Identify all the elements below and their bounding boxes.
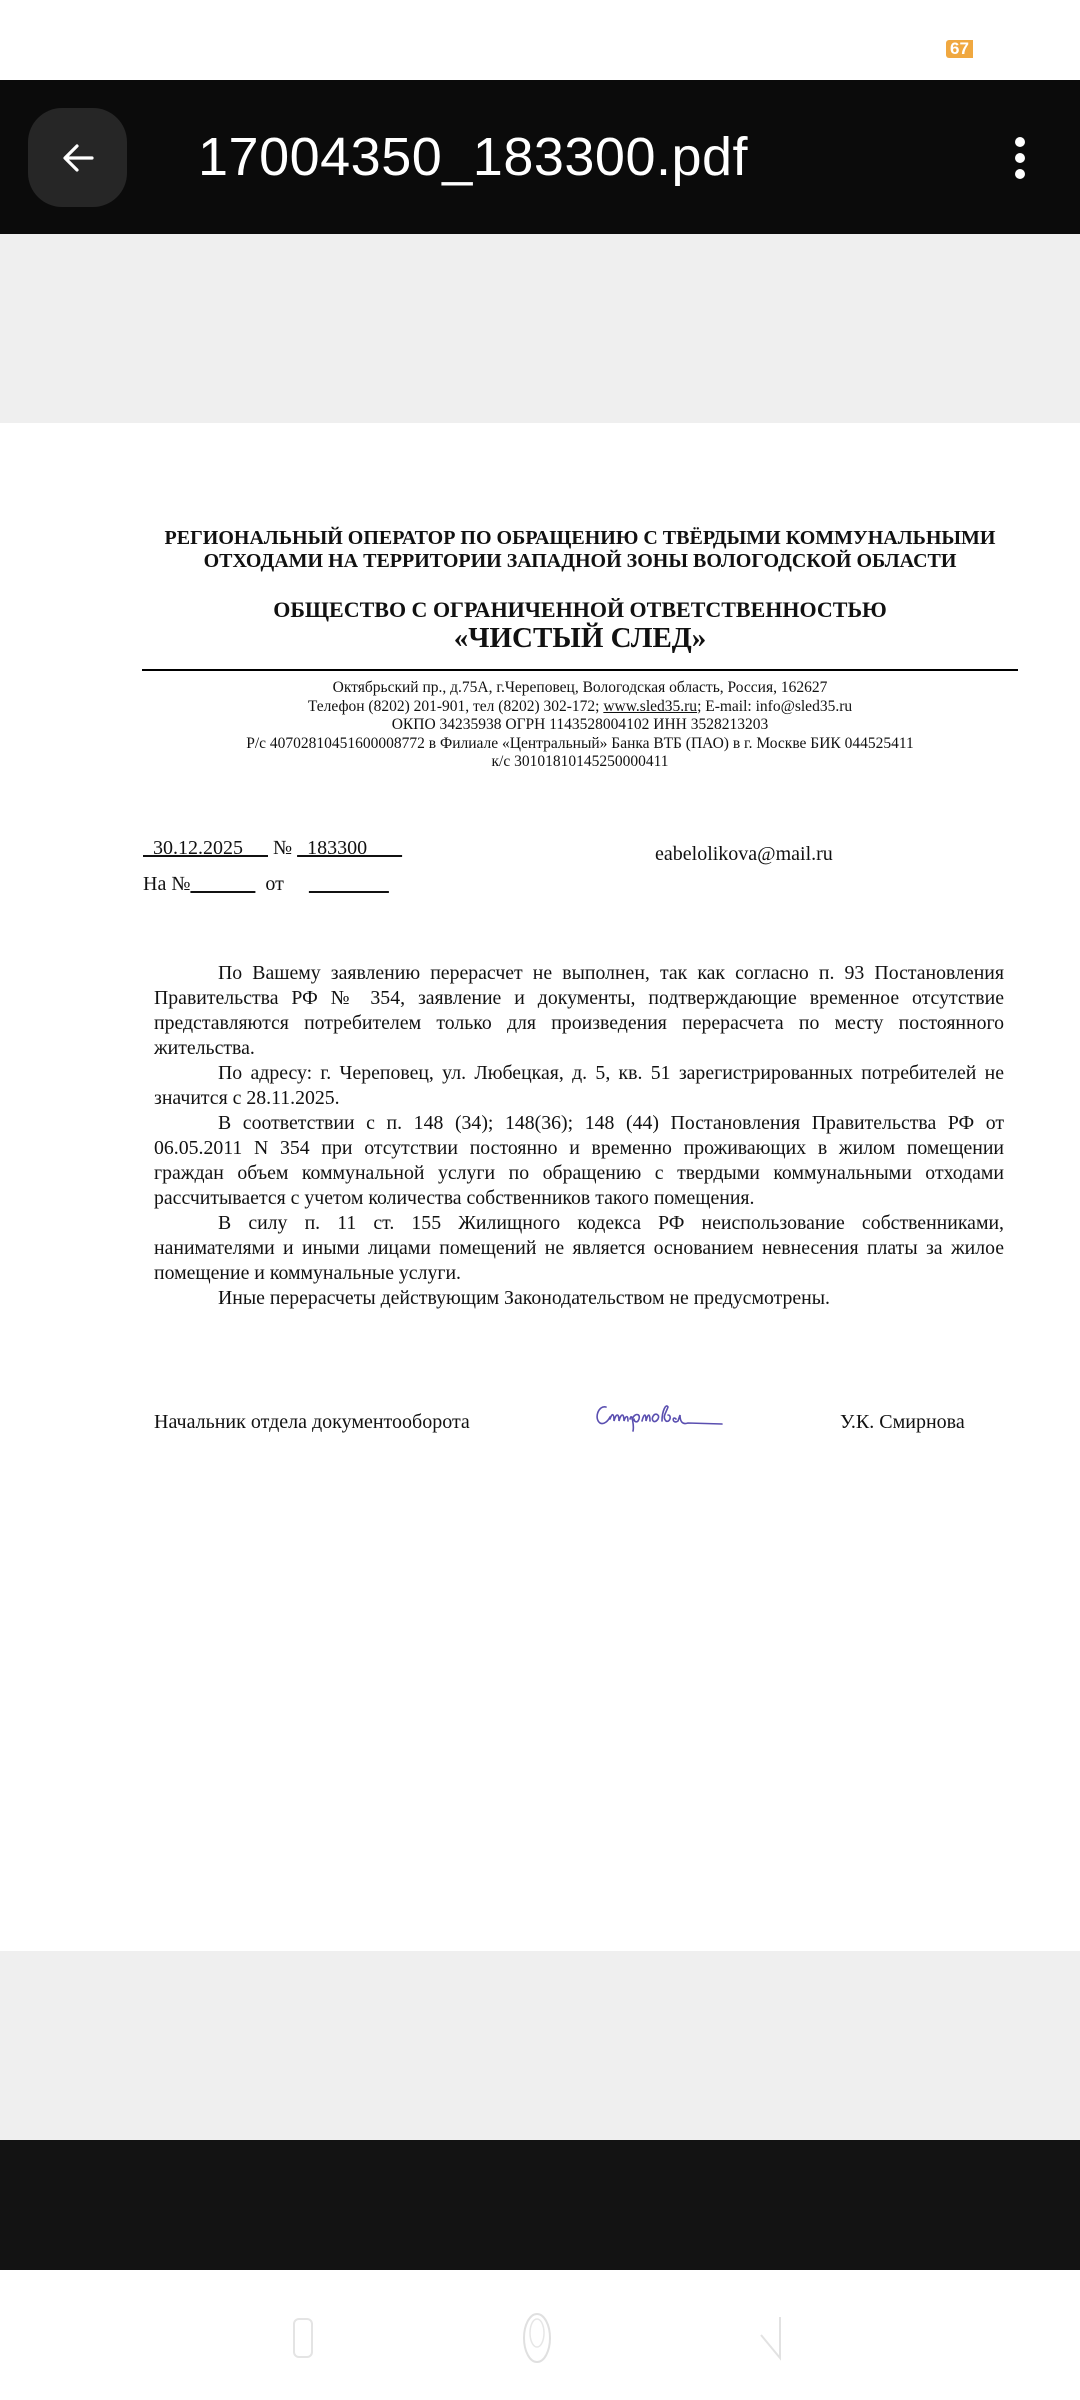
system-back-button[interactable] (740, 2310, 800, 2366)
requisites (142, 679, 1018, 772)
recipient-email: eabelolikova@mail.ru (655, 843, 833, 865)
battery-indicator: 67 (946, 40, 973, 58)
letter-reference (143, 866, 402, 902)
more-vertical-icon-dot (1015, 153, 1025, 163)
ref-label: На № (143, 873, 191, 895)
triangle-back-icon (758, 2313, 782, 2363)
more-vertical-icon (1015, 137, 1025, 147)
more-vertical-icon-dot (1015, 169, 1025, 179)
letterhead-divider (142, 669, 1018, 671)
org-type: ОБЩЕСТВО С ОГРАНИЧЕННОЙ ОТВЕТСТВЕННОСТЬЮ (273, 597, 887, 622)
website-link[interactable]: www.sled35.ru (603, 697, 698, 715)
letter-date: 30.12.2025 (143, 837, 268, 859)
body-paragraph: В силу п. 11 ст. 155 Жилищного кодекса РФ неиспользование собственниками, нанимателями и иными лицами помещений не является основанием невнесения платы за жилое помещение и коммунальные услуги. (154, 1212, 1004, 1284)
status-bar (0, 0, 1080, 80)
bottom-toolbar (0, 2140, 1080, 2270)
handwritten-signature (592, 1397, 732, 1433)
letter-date-number (143, 830, 402, 866)
top-app-bar (0, 80, 1080, 234)
pdf-viewer[interactable] (0, 234, 1080, 2140)
recents-button[interactable] (273, 2310, 333, 2366)
square-icon (291, 2316, 315, 2360)
letter-meta (143, 830, 402, 902)
letterhead-line-2: ОТХОДАМИ НА ТЕРРИТОРИИ ЗАПАДНОЙ ЗОНЫ ВОЛОГОДСКОЙ ОБЛАСТИ (203, 550, 957, 572)
signer-position: Начальник отдела документооборота (154, 1411, 470, 1433)
back-button[interactable] (28, 108, 127, 207)
requisites-address: Октябрьский пр., д.75А, г.Череповец, Вологодская область, Россия, 162627 (332, 679, 828, 696)
body-paragraph: Иные перерасчеты действующим Законодательством не предусмотрены. (218, 1287, 830, 1309)
letterhead-operator (142, 527, 1018, 573)
from-label: от (265, 873, 284, 895)
document-title: 17004350_183300.pdf (198, 127, 749, 187)
body-paragraph: По Вашему заявлению перерасчет не выполнен, так как согласно п. 93 Постановления Правительства РФ № 354, заявление и документы, подтверждающие временное отсутствие представляются потребителем только для произведения перерасчета по месту постоянного жительства. (154, 962, 1004, 1059)
more-options-button[interactable] (990, 110, 1050, 206)
home-button[interactable] (507, 2310, 567, 2366)
requisites-codes: ОКПО 34235938 ОГРН 1143528004102 ИНН 3528213203 (391, 716, 769, 733)
body-paragraph: В соответствии с п. 148 (34); 148(36); 148 (44) Постановления Правительства РФ от 06.05.2011 N 354 при отсутствии постоянно и временно проживающих в жилом помещении граждан объем коммунальной услуги по обращению с твердыми коммунальными отходами рассчитывается с учетом количества собственников такого помещения. (154, 1112, 1004, 1209)
pdf-page (0, 423, 1080, 1951)
from-blank (309, 873, 389, 895)
body-paragraph: По адресу: г. Череповец, ул. Любецкая, д. 5, кв. 51 зарегистрированных потребителей не значится с 28.11.2025. (154, 1062, 1004, 1109)
ref-blank (190, 873, 255, 895)
arrow-left-icon (58, 138, 98, 178)
letter-number: 183300 (297, 837, 403, 859)
requisites-contacts: Телефон (8202) 201-901, тел (8202) 302-172; www.sled35.ru; E-mail: info@sled35.ru (307, 697, 853, 715)
signer-name: У.К. Смирнова (840, 1411, 965, 1433)
requisites-bank: Р/с 40702810451600008772 в Филиале «Центральный» Банка ВТБ (ПАО) в г. Москве БИК 044525411 (246, 734, 914, 752)
org-name: «ЧИСТЫЙ СЛЕД» (453, 622, 707, 654)
number-label: № (273, 837, 293, 859)
letter-body (154, 961, 1004, 1311)
system-navigation-bar (0, 2270, 1080, 2400)
requisites-corr-account: к/с 30101810145250000411 (491, 753, 669, 770)
signature-block (154, 1411, 1004, 1451)
circle-icon (521, 2311, 553, 2365)
letterhead-line-1: РЕГИОНАЛЬНЫЙ ОПЕРАТОР ПО ОБРАЩЕНИЮ С ТВЁРДЫМИ КОММУНАЛЬНЫМИ (164, 527, 996, 549)
